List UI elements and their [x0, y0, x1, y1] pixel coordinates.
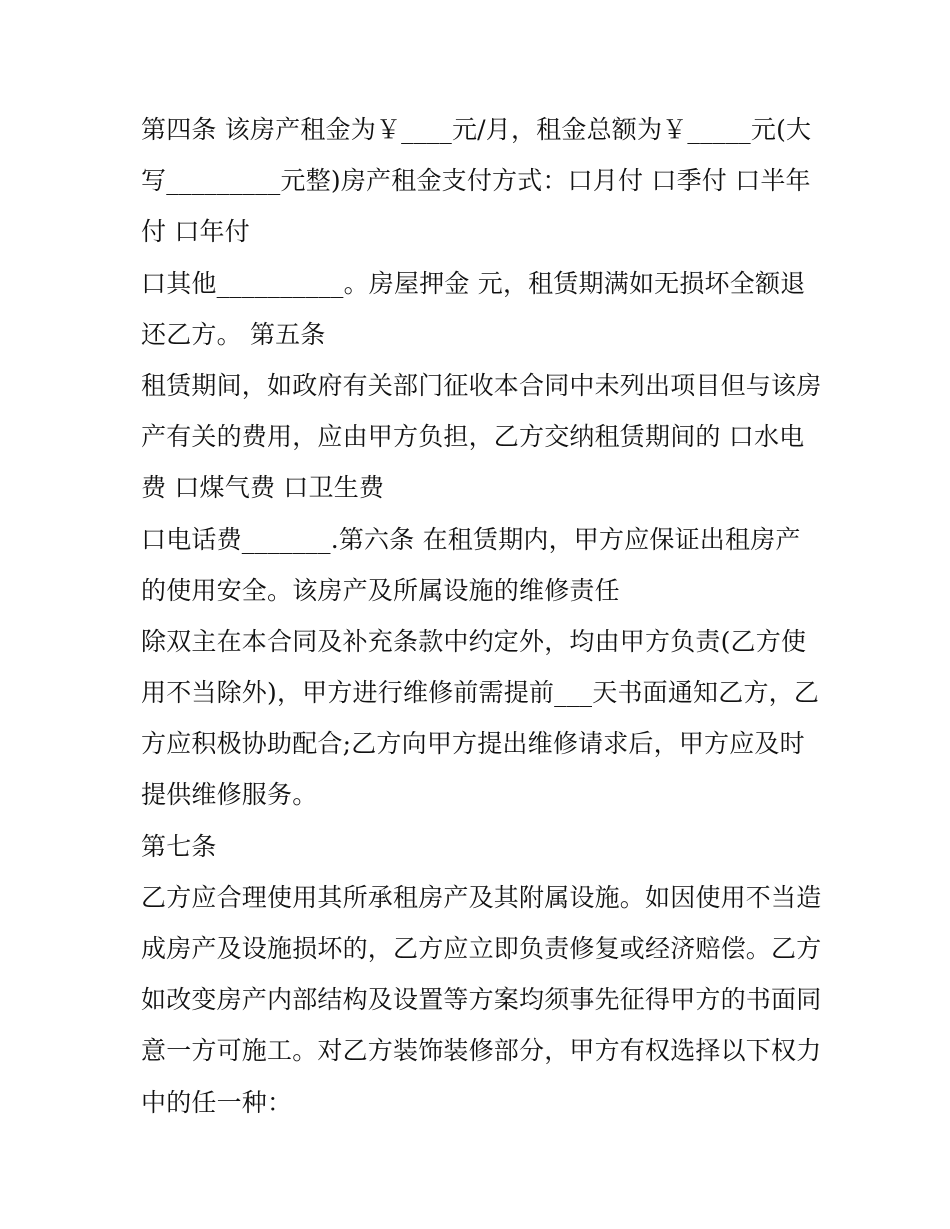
text-line: 付 口年付	[141, 217, 250, 247]
text-line: 口其他__________。房屋押金 元，租赁期满如无损坏全额退	[141, 268, 806, 298]
text-line: 产有关的费用，应由甲方负担，乙方交纳租赁期间的 口水电	[141, 422, 805, 452]
text-line: 意一方可施工。对乙方装饰装修部分，甲方有权选择以下权力	[141, 1036, 822, 1066]
text-line: 租赁期间，如政府有关部门征收本合同中未列出项目但与该房	[141, 370, 822, 400]
text-line: 提供维修服务。	[141, 780, 318, 810]
text-line: 写_________元整)房产租金支付方式：口月付 口季付 口半年	[141, 166, 811, 196]
text-line: 方应积极协助配合;乙方向甲方提出维修请求后，甲方应及时	[141, 729, 805, 759]
text-line: 还乙方。 第五条	[141, 319, 326, 349]
text-line: 的使用安全。该房产及所属设施的维修责任	[141, 575, 620, 605]
text-line: 除双主在本合同及补充条款中约定外，均由甲方负责(乙方使	[141, 626, 807, 656]
text-line: 费 口煤气费 口卫生费	[141, 473, 385, 503]
text-line: 如改变房产内部结构及设置等方案均须事先征得甲方的书面同	[141, 985, 822, 1015]
text-line: 第四条 该房产租金为￥____元/月，租金总额为￥_____元(大	[141, 115, 812, 144]
text-line: 口电话费_______.第六条 在租赁期内，甲方应保证出租房产	[141, 524, 801, 554]
text-line: 成房产及设施损坏的，乙方应立即负责修复或经济赔偿。乙方	[141, 934, 822, 963]
text-line: 用不当除外)，甲方进行维修前需提前___天书面通知乙方，乙	[141, 678, 820, 708]
text-line: 中的任一种：	[141, 1087, 293, 1117]
contract-text	[141, 104, 821, 1128]
text-line: 第七条	[141, 831, 217, 861]
text-line: 乙方应合理使用其所承租房产及其附属设施。如因使用不当造	[141, 882, 822, 912]
